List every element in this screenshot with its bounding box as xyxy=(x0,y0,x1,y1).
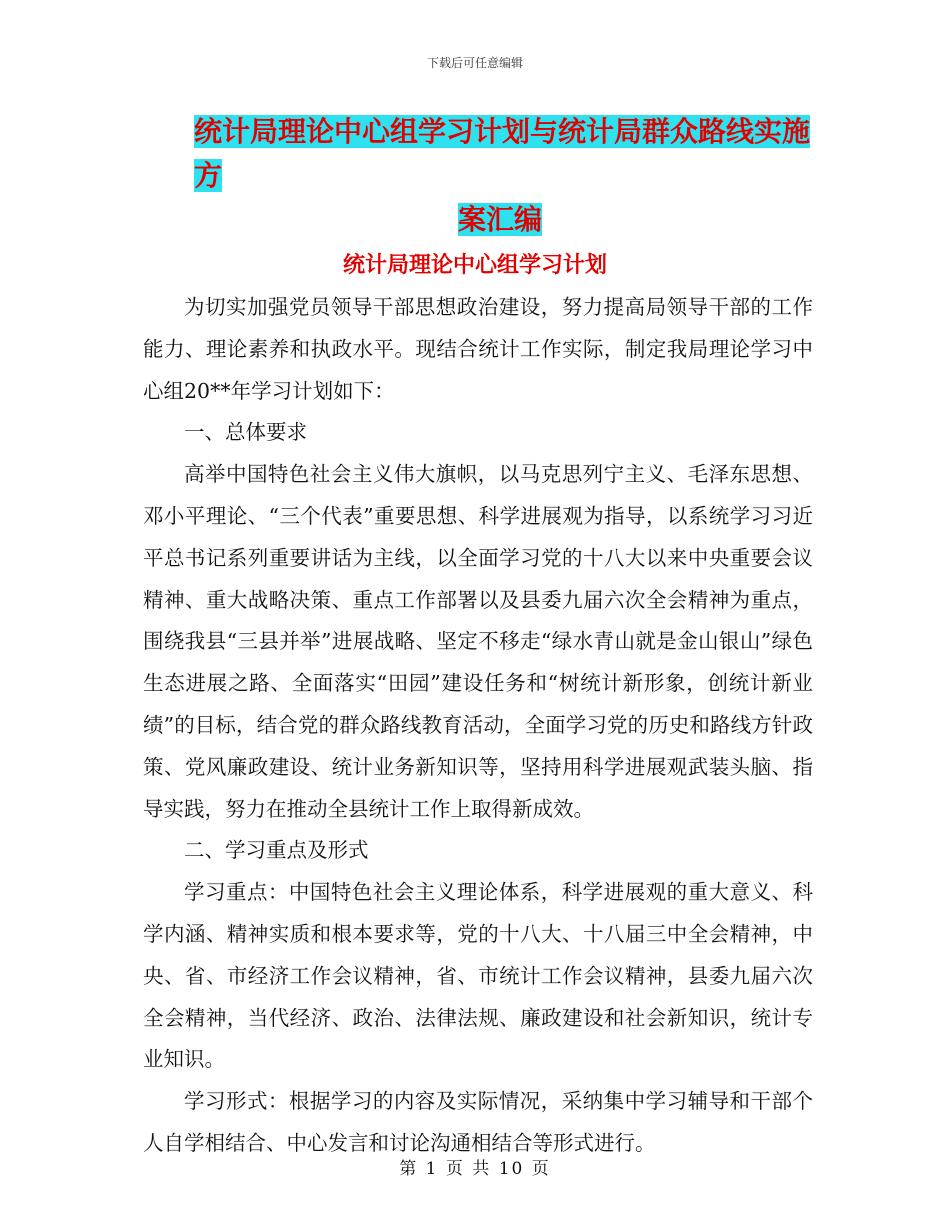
header-note: 下载后可任意编辑 xyxy=(426,56,523,70)
heading-general-requirements: 一、总体要求 xyxy=(184,420,307,445)
document-body xyxy=(143,287,813,1165)
document-title xyxy=(190,110,810,242)
title-line-1: 统计局理论中心组学习计划与统计局群众路线实施方 xyxy=(194,115,811,192)
paragraph-general-requirements: 高举中国特色社会主义伟大旗帜，以马克思列宁主义、毛泽东思想、邓小平理论、“三个代表”重要思想、科学进展观为指导，以系统学习习近平总书记系列重要讲话为主线，以全面学习党的十八大以来中央重要会议精神、重大战略决策、重点工作部署以及县委九届六次全会精神为重点，围绕我县“三县并举”进展战略、坚定不移走“绿水青山就是金山银山”绿色生态进展之路、全面落实“田园”建设任务和“树统计新形象，创统计新业绩”的目标，结合党的群众路线教育活动，全面学习党的历史和路线方针政策、党风廉政建设、统计业务新知识等，坚持用科学进展观武装头脑、指导实践，努力在推动全县统计工作上取得新成效。 xyxy=(143,462,813,821)
title-line-2: 案汇编 xyxy=(457,203,542,236)
page-footer: 第 1 页 共 10 页 xyxy=(399,1159,551,1179)
heading-study-focus: 二、学习重点及形式 xyxy=(184,838,369,863)
paragraph-intro: 为切实加强党员领导干部思想政治建设，努力提高局领导干部的工作能力、理论素养和执政水平。现结合统计工作实际，制定我局理论学习中心组20**年学习计划如下： xyxy=(143,295,813,403)
paragraph-study-focus: 学习重点：中国特色社会主义理论体系，科学进展观的重大意义、科学内涵、精神实质和根本要求等，党的十八大、十八届三中全会精神，中央、省、市经济工作会议精神，省、市统计工作会议精神，县委九届六次全会精神，当代经济、政治、法律法规、廉政建设和社会新知识，统计专业知识。 xyxy=(143,880,813,1072)
section-title: 统计局理论中心组学习计划 xyxy=(342,253,607,278)
paragraph-study-form: 学习形式：根据学习的内容及实际情况，采纳集中学习辅导和干部个人自学相结合、中心发言和讨论沟通相结合等形式进行。 xyxy=(143,1089,813,1155)
